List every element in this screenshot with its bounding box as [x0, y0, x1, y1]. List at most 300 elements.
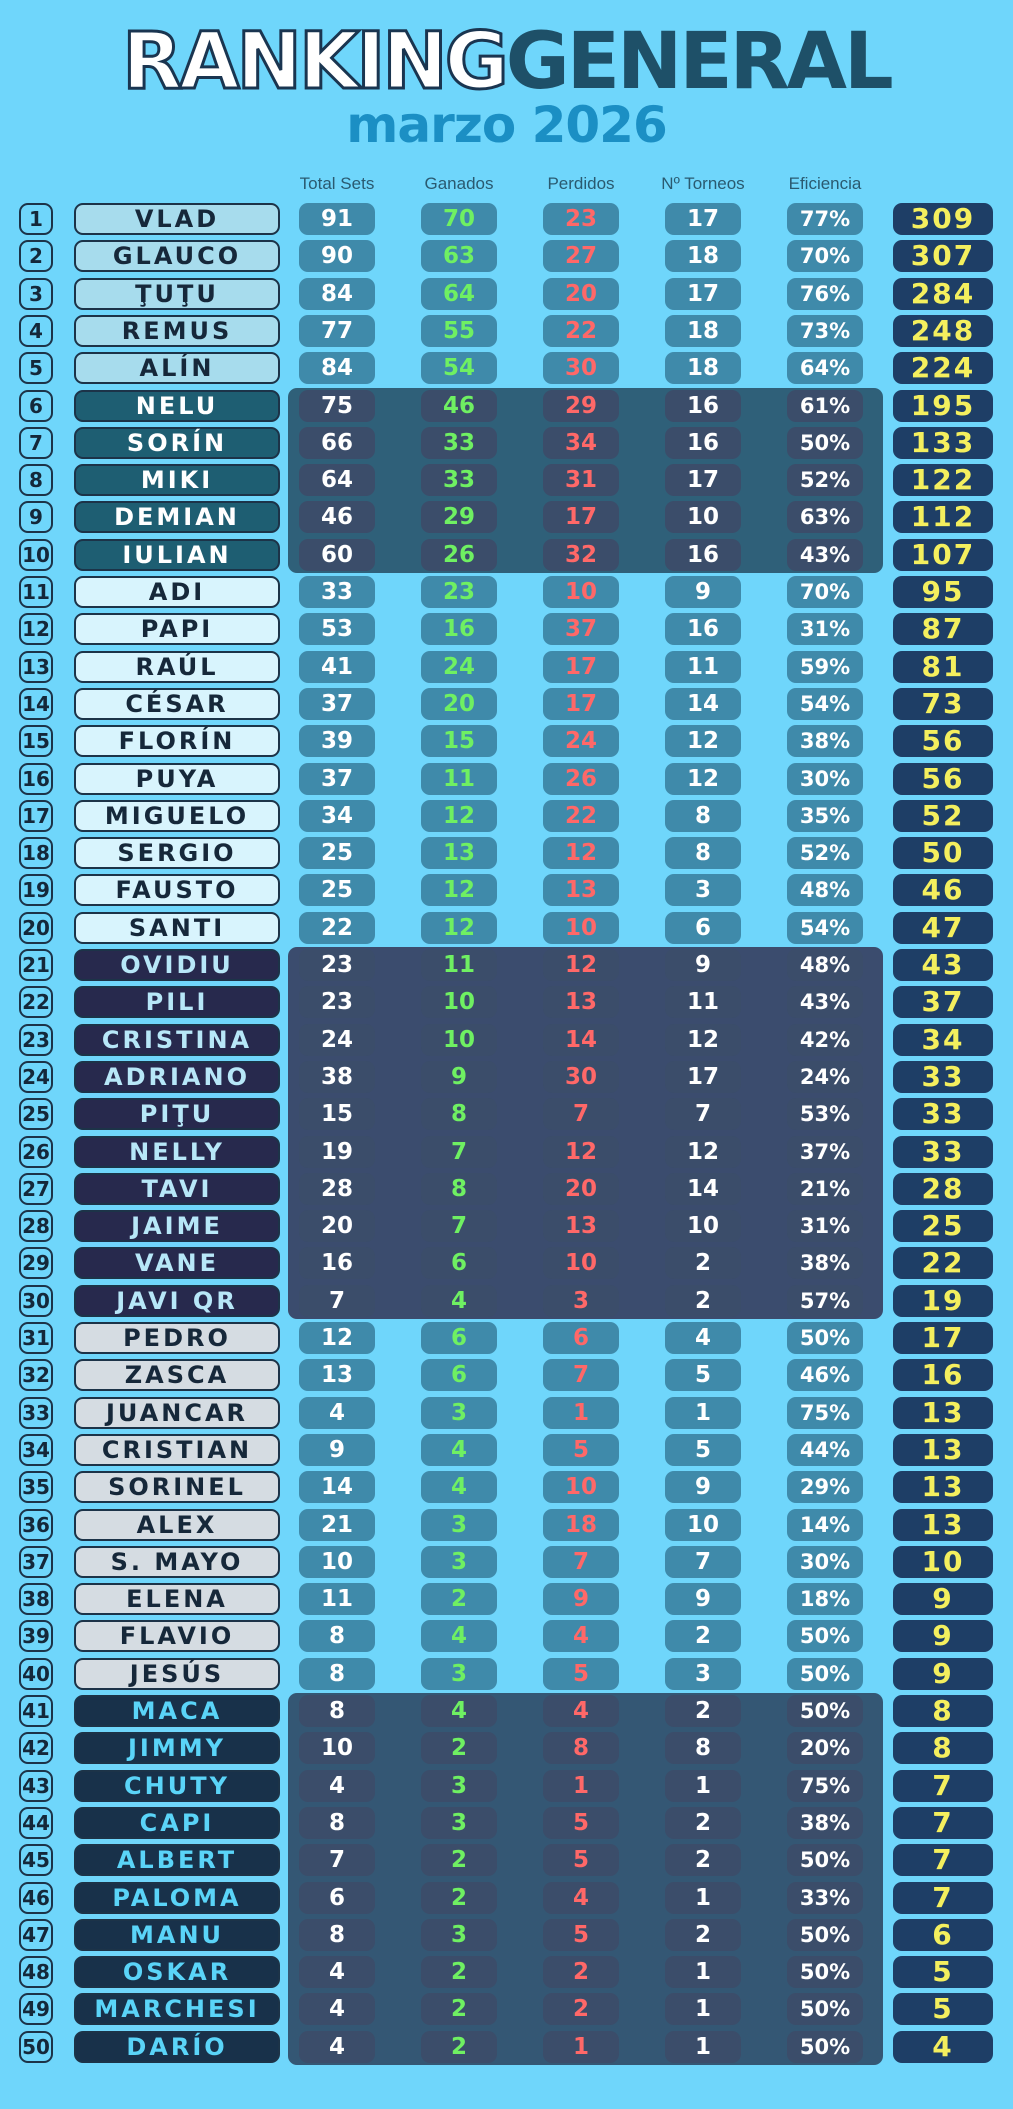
total-sets-cell: 4	[299, 2031, 375, 2063]
total-sets-cell: 8	[299, 1658, 375, 1690]
points-cell: 5	[893, 1993, 993, 2025]
eficiencia-cell: 50%	[787, 1695, 863, 1727]
points-cell: 122	[893, 464, 993, 496]
perdidos-cell: 17	[543, 651, 619, 683]
total-sets-cell: 75	[299, 390, 375, 422]
points-cell: 9	[893, 1583, 993, 1615]
total-sets-cell: 8	[299, 1620, 375, 1652]
eficiencia-cell: 20%	[787, 1732, 863, 1764]
page-title	[0, 17, 1013, 107]
points-cell: 25	[893, 1210, 993, 1242]
table-row	[0, 799, 1013, 833]
torneos-cell: 1	[665, 1956, 741, 1988]
rank-badge: 11	[19, 576, 53, 608]
ganados-cell: 7	[421, 1210, 497, 1242]
perdidos-cell: 4	[543, 1695, 619, 1727]
torneos-cell: 17	[665, 464, 741, 496]
table-row	[0, 1992, 1013, 2026]
table-row	[0, 1023, 1013, 1057]
ganados-cell: 23	[421, 576, 497, 608]
perdidos-cell: 10	[543, 1471, 619, 1503]
rank-badge: 46	[19, 1882, 53, 1914]
eficiencia-cell: 73%	[787, 315, 863, 347]
ganados-cell: 24	[421, 651, 497, 683]
total-sets-cell: 84	[299, 278, 375, 310]
player-name: PUYA	[74, 763, 280, 795]
rank-badge: 18	[19, 837, 53, 869]
torneos-cell: 3	[665, 874, 741, 906]
ganados-cell: 4	[421, 1471, 497, 1503]
points-cell: 22	[893, 1247, 993, 1279]
player-name: CRISTIAN	[74, 1434, 280, 1466]
points-cell: 7	[893, 1807, 993, 1839]
rank-badge: 34	[19, 1434, 53, 1466]
eficiencia-cell: 42%	[787, 1024, 863, 1056]
perdidos-cell: 26	[543, 763, 619, 795]
eficiencia-cell: 75%	[787, 1397, 863, 1429]
ganados-cell: 10	[421, 986, 497, 1018]
player-name: ALEX	[74, 1509, 280, 1541]
table-row	[0, 500, 1013, 534]
perdidos-cell: 4	[543, 1620, 619, 1652]
player-name: SANTI	[74, 912, 280, 944]
perdidos-cell: 20	[543, 1173, 619, 1205]
ganados-cell: 3	[421, 1509, 497, 1541]
points-cell: 9	[893, 1620, 993, 1652]
perdidos-cell: 12	[543, 837, 619, 869]
eficiencia-cell: 48%	[787, 949, 863, 981]
eficiencia-cell: 53%	[787, 1098, 863, 1130]
table-row	[0, 1097, 1013, 1131]
points-cell: 95	[893, 576, 993, 608]
perdidos-cell: 37	[543, 613, 619, 645]
table-row	[0, 836, 1013, 870]
table-row	[0, 538, 1013, 572]
ganados-cell: 8	[421, 1173, 497, 1205]
rank-badge: 24	[19, 1061, 53, 1093]
total-sets-cell: 22	[299, 912, 375, 944]
ganados-cell: 20	[421, 688, 497, 720]
total-sets-cell: 46	[299, 501, 375, 533]
eficiencia-cell: 70%	[787, 240, 863, 272]
eficiencia-cell: 76%	[787, 278, 863, 310]
eficiencia-cell: 43%	[787, 539, 863, 571]
table-row	[0, 1657, 1013, 1691]
total-sets-cell: 20	[299, 1210, 375, 1242]
player-name: TAVI	[74, 1173, 280, 1205]
rank-badge: 16	[19, 763, 53, 795]
total-sets-cell: 25	[299, 837, 375, 869]
ganados-cell: 2	[421, 2031, 497, 2063]
eficiencia-cell: 75%	[787, 1770, 863, 1802]
perdidos-cell: 23	[543, 203, 619, 235]
player-name: PIŢU	[74, 1098, 280, 1130]
ganados-cell: 70	[421, 203, 497, 235]
points-cell: 52	[893, 800, 993, 832]
total-sets-cell: 37	[299, 763, 375, 795]
points-cell: 87	[893, 613, 993, 645]
perdidos-cell: 29	[543, 390, 619, 422]
player-name: JUANCAR	[74, 1397, 280, 1429]
rank-badge: 50	[19, 2031, 53, 2063]
torneos-cell: 12	[665, 725, 741, 757]
table-row	[0, 650, 1013, 684]
header-ganados: Ganados	[424, 174, 494, 193]
player-name: ADRIANO	[74, 1061, 280, 1093]
rank-badge: 39	[19, 1620, 53, 1652]
table-row	[0, 1619, 1013, 1653]
table-row	[0, 762, 1013, 796]
perdidos-cell: 32	[543, 539, 619, 571]
ganados-cell: 12	[421, 800, 497, 832]
torneos-cell: 16	[665, 613, 741, 645]
eficiencia-cell: 14%	[787, 1509, 863, 1541]
eficiencia-cell: 48%	[787, 874, 863, 906]
torneos-cell: 10	[665, 501, 741, 533]
eficiencia-cell: 64%	[787, 352, 863, 384]
rank-badge: 19	[19, 874, 53, 906]
perdidos-cell: 3	[543, 1285, 619, 1317]
rank-badge: 30	[19, 1285, 53, 1317]
perdidos-cell: 5	[543, 1919, 619, 1951]
eficiencia-cell: 24%	[787, 1061, 863, 1093]
perdidos-cell: 10	[543, 576, 619, 608]
perdidos-cell: 13	[543, 1210, 619, 1242]
perdidos-cell: 12	[543, 949, 619, 981]
player-name: SORINEL	[74, 1471, 280, 1503]
perdidos-cell: 18	[543, 1509, 619, 1541]
player-name: FAUSTO	[74, 874, 280, 906]
torneos-cell: 18	[665, 352, 741, 384]
perdidos-cell: 13	[543, 874, 619, 906]
points-cell: 4	[893, 2031, 993, 2063]
table-row	[0, 1769, 1013, 1803]
torneos-cell: 8	[665, 837, 741, 869]
rank-badge: 2	[19, 240, 53, 272]
eficiencia-cell: 50%	[787, 1956, 863, 1988]
total-sets-cell: 23	[299, 986, 375, 1018]
eficiencia-cell: 29%	[787, 1471, 863, 1503]
perdidos-cell: 6	[543, 1322, 619, 1354]
table-row	[0, 1955, 1013, 1989]
player-name: VLAD	[74, 203, 280, 235]
player-name: MARCHESI	[74, 1993, 280, 2025]
rank-badge: 15	[19, 725, 53, 757]
perdidos-cell: 27	[543, 240, 619, 272]
torneos-cell: 2	[665, 1695, 741, 1727]
ganados-cell: 2	[421, 1956, 497, 1988]
total-sets-cell: 21	[299, 1509, 375, 1541]
table-row	[0, 687, 1013, 721]
total-sets-cell: 34	[299, 800, 375, 832]
ganados-cell: 2	[421, 1583, 497, 1615]
torneos-cell: 9	[665, 949, 741, 981]
rank-badge: 29	[19, 1247, 53, 1279]
ganados-cell: 64	[421, 278, 497, 310]
table-row	[0, 575, 1013, 609]
player-name: RAÚL	[74, 651, 280, 683]
column-headers	[0, 174, 1013, 198]
table-row	[0, 463, 1013, 497]
table-row	[0, 1694, 1013, 1728]
torneos-cell: 9	[665, 1583, 741, 1615]
total-sets-cell: 25	[299, 874, 375, 906]
points-cell: 73	[893, 688, 993, 720]
table-row	[0, 202, 1013, 236]
table-row	[0, 1321, 1013, 1355]
perdidos-cell: 9	[543, 1583, 619, 1615]
table-row	[0, 1209, 1013, 1243]
eficiencia-cell: 63%	[787, 501, 863, 533]
total-sets-cell: 28	[299, 1173, 375, 1205]
rank-badge: 33	[19, 1397, 53, 1429]
ganados-cell: 3	[421, 1770, 497, 1802]
torneos-cell: 18	[665, 240, 741, 272]
player-name: PALOMA	[74, 1882, 280, 1914]
player-name: MIKI	[74, 464, 280, 496]
table-row	[0, 985, 1013, 1019]
perdidos-cell: 5	[543, 1434, 619, 1466]
ganados-cell: 3	[421, 1546, 497, 1578]
perdidos-cell: 30	[543, 352, 619, 384]
points-cell: 7	[893, 1844, 993, 1876]
eficiencia-cell: 38%	[787, 1807, 863, 1839]
ganados-cell: 4	[421, 1434, 497, 1466]
player-name: CRISTINA	[74, 1024, 280, 1056]
rank-badge: 13	[19, 651, 53, 683]
torneos-cell: 7	[665, 1098, 741, 1130]
total-sets-cell: 23	[299, 949, 375, 981]
perdidos-cell: 31	[543, 464, 619, 496]
points-cell: 107	[893, 539, 993, 571]
eficiencia-cell: 52%	[787, 464, 863, 496]
torneos-cell: 14	[665, 1173, 741, 1205]
player-name: SERGIO	[74, 837, 280, 869]
total-sets-cell: 24	[299, 1024, 375, 1056]
perdidos-cell: 10	[543, 912, 619, 944]
player-name: ZASCA	[74, 1359, 280, 1391]
table-row	[0, 389, 1013, 423]
rank-badge: 14	[19, 688, 53, 720]
rank-badge: 20	[19, 912, 53, 944]
page-subtitle: marzo 2026	[346, 96, 667, 154]
torneos-cell: 17	[665, 203, 741, 235]
total-sets-cell: 6	[299, 1882, 375, 1914]
eficiencia-cell: 50%	[787, 2031, 863, 2063]
rank-badge: 45	[19, 1844, 53, 1876]
rank-badge: 49	[19, 1993, 53, 2025]
total-sets-cell: 8	[299, 1695, 375, 1727]
total-sets-cell: 8	[299, 1807, 375, 1839]
ganados-cell: 55	[421, 315, 497, 347]
rank-badge: 23	[19, 1024, 53, 1056]
rank-badge: 8	[19, 464, 53, 496]
total-sets-cell: 12	[299, 1322, 375, 1354]
eficiencia-cell: 54%	[787, 912, 863, 944]
eficiencia-cell: 77%	[787, 203, 863, 235]
table-row	[0, 873, 1013, 907]
torneos-cell: 12	[665, 1024, 741, 1056]
torneos-cell: 2	[665, 1247, 741, 1279]
ganados-cell: 4	[421, 1620, 497, 1652]
points-cell: 17	[893, 1322, 993, 1354]
torneos-cell: 3	[665, 1658, 741, 1690]
player-name: NELU	[74, 390, 280, 422]
eficiencia-cell: 30%	[787, 763, 863, 795]
ganados-cell: 8	[421, 1098, 497, 1130]
torneos-cell: 4	[665, 1322, 741, 1354]
rank-badge: 17	[19, 800, 53, 832]
player-name: IULIAN	[74, 539, 280, 571]
torneos-cell: 2	[665, 1844, 741, 1876]
player-name: ADI	[74, 576, 280, 608]
total-sets-cell: 4	[299, 1993, 375, 2025]
perdidos-cell: 5	[543, 1844, 619, 1876]
points-cell: 248	[893, 315, 993, 347]
points-cell: 7	[893, 1882, 993, 1914]
table-row	[0, 1508, 1013, 1542]
total-sets-cell: 41	[299, 651, 375, 683]
table-row	[0, 1433, 1013, 1467]
torneos-cell: 8	[665, 800, 741, 832]
table-row	[0, 948, 1013, 982]
points-cell: 37	[893, 986, 993, 1018]
total-sets-cell: 53	[299, 613, 375, 645]
ganados-cell: 2	[421, 1882, 497, 1914]
points-cell: 81	[893, 651, 993, 683]
total-sets-cell: 4	[299, 1397, 375, 1429]
points-cell: 28	[893, 1173, 993, 1205]
torneos-cell: 1	[665, 1770, 741, 1802]
perdidos-cell: 2	[543, 1956, 619, 1988]
perdidos-cell: 5	[543, 1658, 619, 1690]
table-row	[0, 1731, 1013, 1765]
points-cell: 9	[893, 1658, 993, 1690]
points-cell: 43	[893, 949, 993, 981]
eficiencia-cell: 31%	[787, 613, 863, 645]
perdidos-cell: 30	[543, 1061, 619, 1093]
eficiencia-cell: 43%	[787, 986, 863, 1018]
perdidos-cell: 7	[543, 1359, 619, 1391]
eficiencia-cell: 31%	[787, 1210, 863, 1242]
total-sets-cell: 84	[299, 352, 375, 384]
points-cell: 8	[893, 1695, 993, 1727]
ganados-cell: 11	[421, 949, 497, 981]
rank-badge: 12	[19, 613, 53, 645]
rank-badge: 48	[19, 1956, 53, 1988]
eficiencia-cell: 21%	[787, 1173, 863, 1205]
table-row	[0, 911, 1013, 945]
rank-badge: 32	[19, 1359, 53, 1391]
eficiencia-cell: 61%	[787, 390, 863, 422]
player-name: JESÚS	[74, 1658, 280, 1690]
player-name: GLAUCO	[74, 240, 280, 272]
eficiencia-cell: 50%	[787, 1620, 863, 1652]
player-name: JIMMY	[74, 1732, 280, 1764]
ganados-cell: 6	[421, 1359, 497, 1391]
points-cell: 19	[893, 1285, 993, 1317]
ganados-cell: 33	[421, 464, 497, 496]
title-ranking: RANKING	[122, 17, 506, 107]
eficiencia-cell: 50%	[787, 1919, 863, 1951]
ganados-cell: 6	[421, 1322, 497, 1354]
table-row	[0, 426, 1013, 460]
table-row	[0, 351, 1013, 385]
rank-badge: 25	[19, 1098, 53, 1130]
perdidos-cell: 14	[543, 1024, 619, 1056]
perdidos-cell: 22	[543, 315, 619, 347]
ganados-cell: 4	[421, 1285, 497, 1317]
rank-badge: 44	[19, 1807, 53, 1839]
player-name: DARÍO	[74, 2031, 280, 2063]
points-cell: 50	[893, 837, 993, 869]
torneos-cell: 2	[665, 1620, 741, 1652]
ganados-cell: 2	[421, 1732, 497, 1764]
eficiencia-cell: 18%	[787, 1583, 863, 1615]
points-cell: 56	[893, 763, 993, 795]
torneos-cell: 2	[665, 1807, 741, 1839]
total-sets-cell: 77	[299, 315, 375, 347]
perdidos-cell: 22	[543, 800, 619, 832]
rank-badge: 43	[19, 1770, 53, 1802]
ganados-cell: 16	[421, 613, 497, 645]
total-sets-cell: 10	[299, 1546, 375, 1578]
table-row	[0, 1806, 1013, 1840]
torneos-cell: 1	[665, 1993, 741, 2025]
player-name: REMUS	[74, 315, 280, 347]
eficiencia-cell: 44%	[787, 1434, 863, 1466]
ganados-cell: 10	[421, 1024, 497, 1056]
perdidos-cell: 1	[543, 1770, 619, 1802]
eficiencia-cell: 50%	[787, 1993, 863, 2025]
total-sets-cell: 37	[299, 688, 375, 720]
player-name: ALBERT	[74, 1844, 280, 1876]
torneos-cell: 2	[665, 1285, 741, 1317]
eficiencia-cell: 46%	[787, 1359, 863, 1391]
points-cell: 8	[893, 1732, 993, 1764]
ganados-cell: 4	[421, 1695, 497, 1727]
points-cell: 13	[893, 1434, 993, 1466]
player-name: OSKAR	[74, 1956, 280, 1988]
points-cell: 133	[893, 427, 993, 459]
rank-badge: 6	[19, 390, 53, 422]
total-sets-cell: 9	[299, 1434, 375, 1466]
table-row	[0, 612, 1013, 646]
points-cell: 56	[893, 725, 993, 757]
player-name: JAVI QR	[74, 1285, 280, 1317]
total-sets-cell: 10	[299, 1732, 375, 1764]
eficiencia-cell: 57%	[787, 1285, 863, 1317]
header-total-sets: Total Sets	[299, 174, 375, 193]
eficiencia-cell: 59%	[787, 651, 863, 683]
perdidos-cell: 5	[543, 1807, 619, 1839]
points-cell: 6	[893, 1919, 993, 1951]
player-name: ELENA	[74, 1583, 280, 1615]
table-row	[0, 1060, 1013, 1094]
rank-badge: 41	[19, 1695, 53, 1727]
points-cell: 284	[893, 278, 993, 310]
player-name: NELLY	[74, 1136, 280, 1168]
ganados-cell: 15	[421, 725, 497, 757]
player-name: ALÍN	[74, 352, 280, 384]
torneos-cell: 16	[665, 427, 741, 459]
torneos-cell: 11	[665, 986, 741, 1018]
total-sets-cell: 66	[299, 427, 375, 459]
ganados-cell: 12	[421, 874, 497, 906]
ganados-cell: 6	[421, 1247, 497, 1279]
ganados-cell: 12	[421, 912, 497, 944]
perdidos-cell: 8	[543, 1732, 619, 1764]
